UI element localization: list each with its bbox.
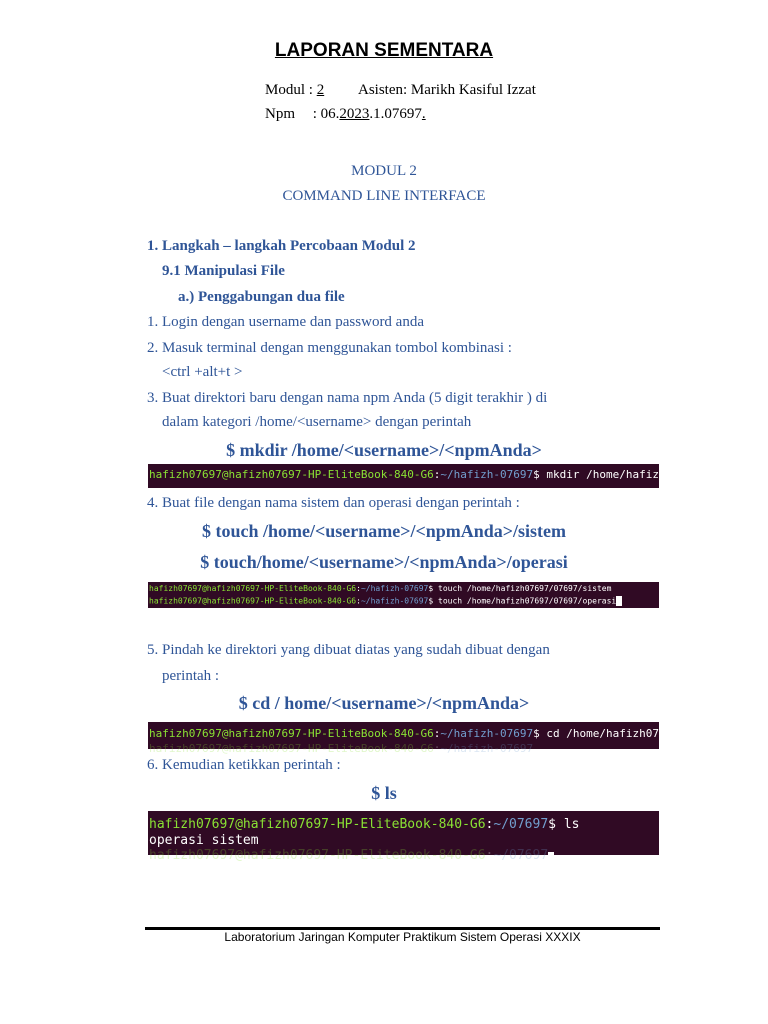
terminal-cd: [148, 722, 719, 755]
npm-suffix: .1.07697: [369, 106, 422, 122]
prompt-user: hafizh07697@hafizh07697-HP-EliteBook-840-G6: [149, 727, 434, 740]
terminal-line: hafizh07697@hafizh07697-HP-EliteBook-840-G6:~/hafizh-07697$ touch /home/hafizh07697/07697/operasi: [149, 596, 622, 606]
modul-value: 2: [316, 82, 325, 98]
terminal-command: $ cd /home/hafizh07697/07697: [533, 727, 719, 740]
prompt-user: hafizh07697@hafizh07697-HP-EliteBook-840-G6: [149, 817, 486, 832]
prompt-path: ~/07697: [493, 817, 549, 832]
command-touch-operasi: $ touch/home/<username>/<npmAnda>/operasi: [200, 552, 568, 572]
step-2: 2. Masuk terminal dengan menggunakan tombol kombinasi :: [147, 340, 512, 356]
section-subheading: 9.1 Manipulasi File: [162, 263, 285, 279]
terminal-ls: [148, 811, 659, 863]
npm-year: 2023: [339, 106, 370, 122]
modul-separator: :: [308, 82, 313, 98]
step-6: 6. Kemudian ketikkan perintah :: [147, 757, 341, 773]
terminal-mkdir: [148, 464, 739, 488]
terminal-command: $ touch /home/hafizh07697/07697/sistem: [428, 584, 612, 593]
prompt-path: ~/hafizh-07697: [440, 727, 534, 740]
page-title: LAPORAN SEMENTARA: [274, 40, 494, 61]
step-3: 3. Buat direktori baru dengan nama npm Anda (5 digit terakhir ) di: [147, 390, 548, 406]
npm-label: Npm: [265, 106, 295, 122]
npm-dot: .: [421, 106, 426, 122]
prompt-path: ~/hafizh-07697: [440, 468, 534, 481]
prompt-user: hafizh07697@hafizh07697-HP-EliteBook-840-G6: [149, 596, 357, 606]
modul-line: [265, 82, 324, 99]
module-name: COMMAND LINE INTERFACE: [282, 188, 486, 204]
step-4: 4. Buat file dengan nama sistem dan operasi dengan perintah :: [147, 495, 520, 511]
section-heading: 1. Langkah – langkah Percobaan Modul 2: [147, 238, 416, 254]
terminal-command: $ touch /home/hafizh07697/07697/operasi: [428, 596, 617, 606]
prompt-path: ~/hafizh-07697: [360, 596, 429, 606]
prompt-user: hafizh07697@hafizh07697-HP-EliteBook-840-G6: [149, 584, 357, 593]
terminal-line-cropped: hafizh07697@hafizh07697-HP-EliteBook-840-G6:~/hafizh-07697: [149, 742, 534, 755]
module-number: MODUL 2: [351, 163, 417, 179]
step-1: 1. Login dengan username dan password anda: [147, 314, 425, 330]
terminal-cursor: [548, 852, 554, 860]
npm-prefix: 06.: [320, 106, 340, 122]
terminal-touch: [148, 582, 659, 608]
prompt-user: hafizh07697@hafizh07697-HP-EliteBook-840-G6: [149, 468, 434, 481]
footer-text: Laboratorium Jaringan Komputer Praktikum Sistem Operasi XXXIX: [224, 930, 581, 944]
prompt-path: ~/hafizh-07697: [360, 584, 429, 593]
modul-label: Modul: [265, 82, 306, 98]
terminal-line: hafizh07697@hafizh07697-HP-EliteBook-840-G6:~/hafizh-07697$ touch /home/hafizh07697/07697/sistem: [149, 584, 612, 593]
step-5-cont: perintah :: [162, 668, 220, 684]
terminal-line: hafizh07697@hafizh07697-HP-EliteBook-840-G6:~/07697$ ls: [149, 817, 580, 832]
command-ls: $ ls: [371, 783, 397, 803]
command-mkdir: $ mkdir /home/<username>/<npmAnda>: [226, 440, 542, 460]
step-5: 5. Pindah ke direktori yang dibuat diatas yang sudah dibuat dengan: [147, 642, 550, 658]
command-cd: $ cd / home/<username>/<npmAnda>: [238, 693, 530, 713]
terminal-output: operasi sistem: [149, 833, 259, 848]
terminal-line: hafizh07697@hafizh07697-HP-EliteBook-840-G6:~/hafizh-07697$ mkdir /home/hafizh07697/07697: [149, 468, 739, 481]
asisten-label: Asisten:: [358, 82, 408, 98]
npm-line: [265, 106, 426, 123]
terminal-line: hafizh07697@hafizh07697-HP-EliteBook-840-G6:~/hafizh-07697$ cd /home/hafizh07697/07697: [149, 727, 719, 740]
asisten-name: Marikh Kasiful Izzat: [410, 82, 536, 98]
terminal-command: $ ls: [548, 817, 580, 832]
step-3-cont: dalam kategori /home/<username> dengan perintah: [162, 414, 472, 430]
terminal-command: $ mkdir /home/hafizh07697/07697: [533, 468, 739, 481]
asisten-line: [358, 82, 536, 99]
npm-separator: :: [312, 106, 317, 122]
section-subsubheading: a.) Penggabungan dua file: [178, 289, 345, 305]
step-2-keys: <ctrl +alt+t >: [162, 364, 243, 380]
command-touch-sistem: $ touch /home/<username>/<npmAnda>/sistem: [201, 521, 567, 541]
terminal-cursor: [616, 596, 622, 606]
terminal-line-cropped: hafizh07697@hafizh07697-HP-EliteBook-840-G6:~/07697: [149, 848, 554, 863]
